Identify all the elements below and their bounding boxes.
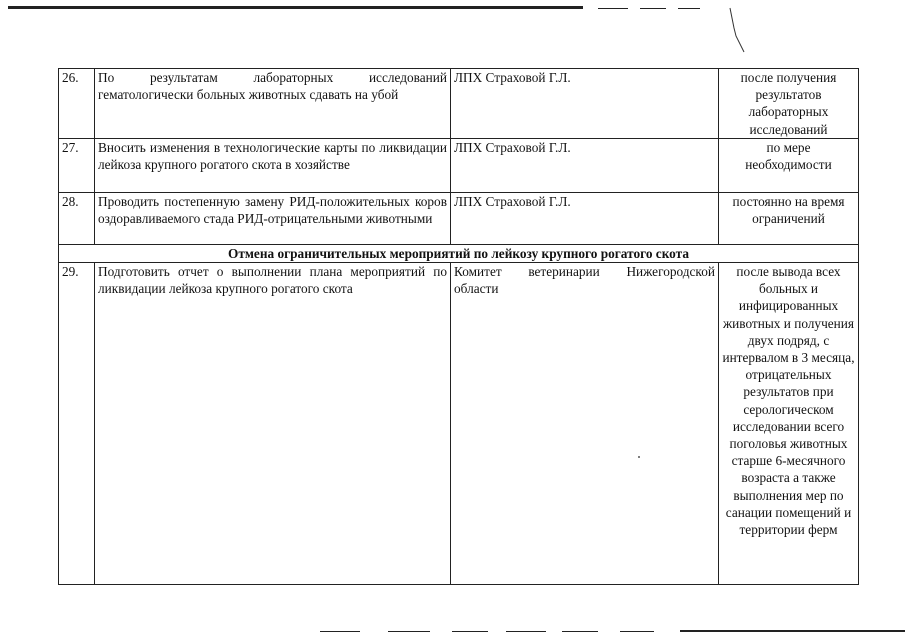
section-title: Отмена ограничительных мероприятий по лейкозу крупного рогатого скота xyxy=(59,244,859,262)
scan-artifact-bottom-dash xyxy=(562,631,598,632)
row-number: 27. xyxy=(59,138,95,192)
deadline-cell: по мере необходимости xyxy=(719,138,859,192)
plan-table xyxy=(58,68,859,585)
scan-artifact-bottom-dash xyxy=(620,631,654,632)
row-number: 26. xyxy=(59,69,95,139)
table-row xyxy=(59,192,859,244)
responsible-cell: ЛПХ Страховой Г.Л. xyxy=(451,69,719,139)
scan-artifact-bottom-line xyxy=(680,630,905,632)
scan-artifact-top-dash xyxy=(640,8,666,9)
deadline-cell: после вывода всех больных и инфицированных животных и получения двух подряд, с интервалом в 3 месяца, отрицательных результатов при серологическом исследовании всего поголовья животных старше 6-месячного возраста а также выполнения мер по санации помещений и территории ферм xyxy=(719,263,859,585)
row-number: 29. xyxy=(59,263,95,585)
scan-artifact-top-line xyxy=(8,6,583,9)
task-cell: Подготовить отчет о выполнении плана мероприятий по ликвидации лейкоза крупного рогатого скота xyxy=(95,263,451,585)
responsible-cell: Комитет ветеринарии Нижегородской области xyxy=(451,263,719,585)
scan-artifact-bottom-dash xyxy=(506,631,546,632)
responsible-cell: ЛПХ Страховой Г.Л. xyxy=(451,192,719,244)
scan-artifact-bottom-dash xyxy=(320,631,360,632)
scan-artifact-top-dash xyxy=(598,8,628,9)
scan-artifact-mark xyxy=(726,6,746,56)
scan-artifact-bottom-dash xyxy=(452,631,488,632)
deadline-cell: постоянно на время ограничений xyxy=(719,192,859,244)
task-cell: Вносить изменения в технологические карты по ликвидации лейкоза крупного рогатого скота в хозяйстве xyxy=(95,138,451,192)
table-row xyxy=(59,138,859,192)
scan-artifact-bottom-dash xyxy=(388,631,430,632)
scan-speck xyxy=(638,456,640,458)
table-row xyxy=(59,263,859,585)
deadline-cell: после получения результатов лабораторных исследований xyxy=(719,69,859,139)
row-number: 28. xyxy=(59,192,95,244)
section-header-row xyxy=(59,244,859,262)
table-row xyxy=(59,69,859,139)
task-cell: Проводить постепенную замену РИД-положительных коров оздоравливаемого стада РИД-отрицательными животными xyxy=(95,192,451,244)
scan-artifact-top-dash xyxy=(678,8,700,9)
task-cell: По результатам лабораторных исследований гематологически больных животных сдавать на убой xyxy=(95,69,451,139)
responsible-cell: ЛПХ Страховой Г.Л. xyxy=(451,138,719,192)
